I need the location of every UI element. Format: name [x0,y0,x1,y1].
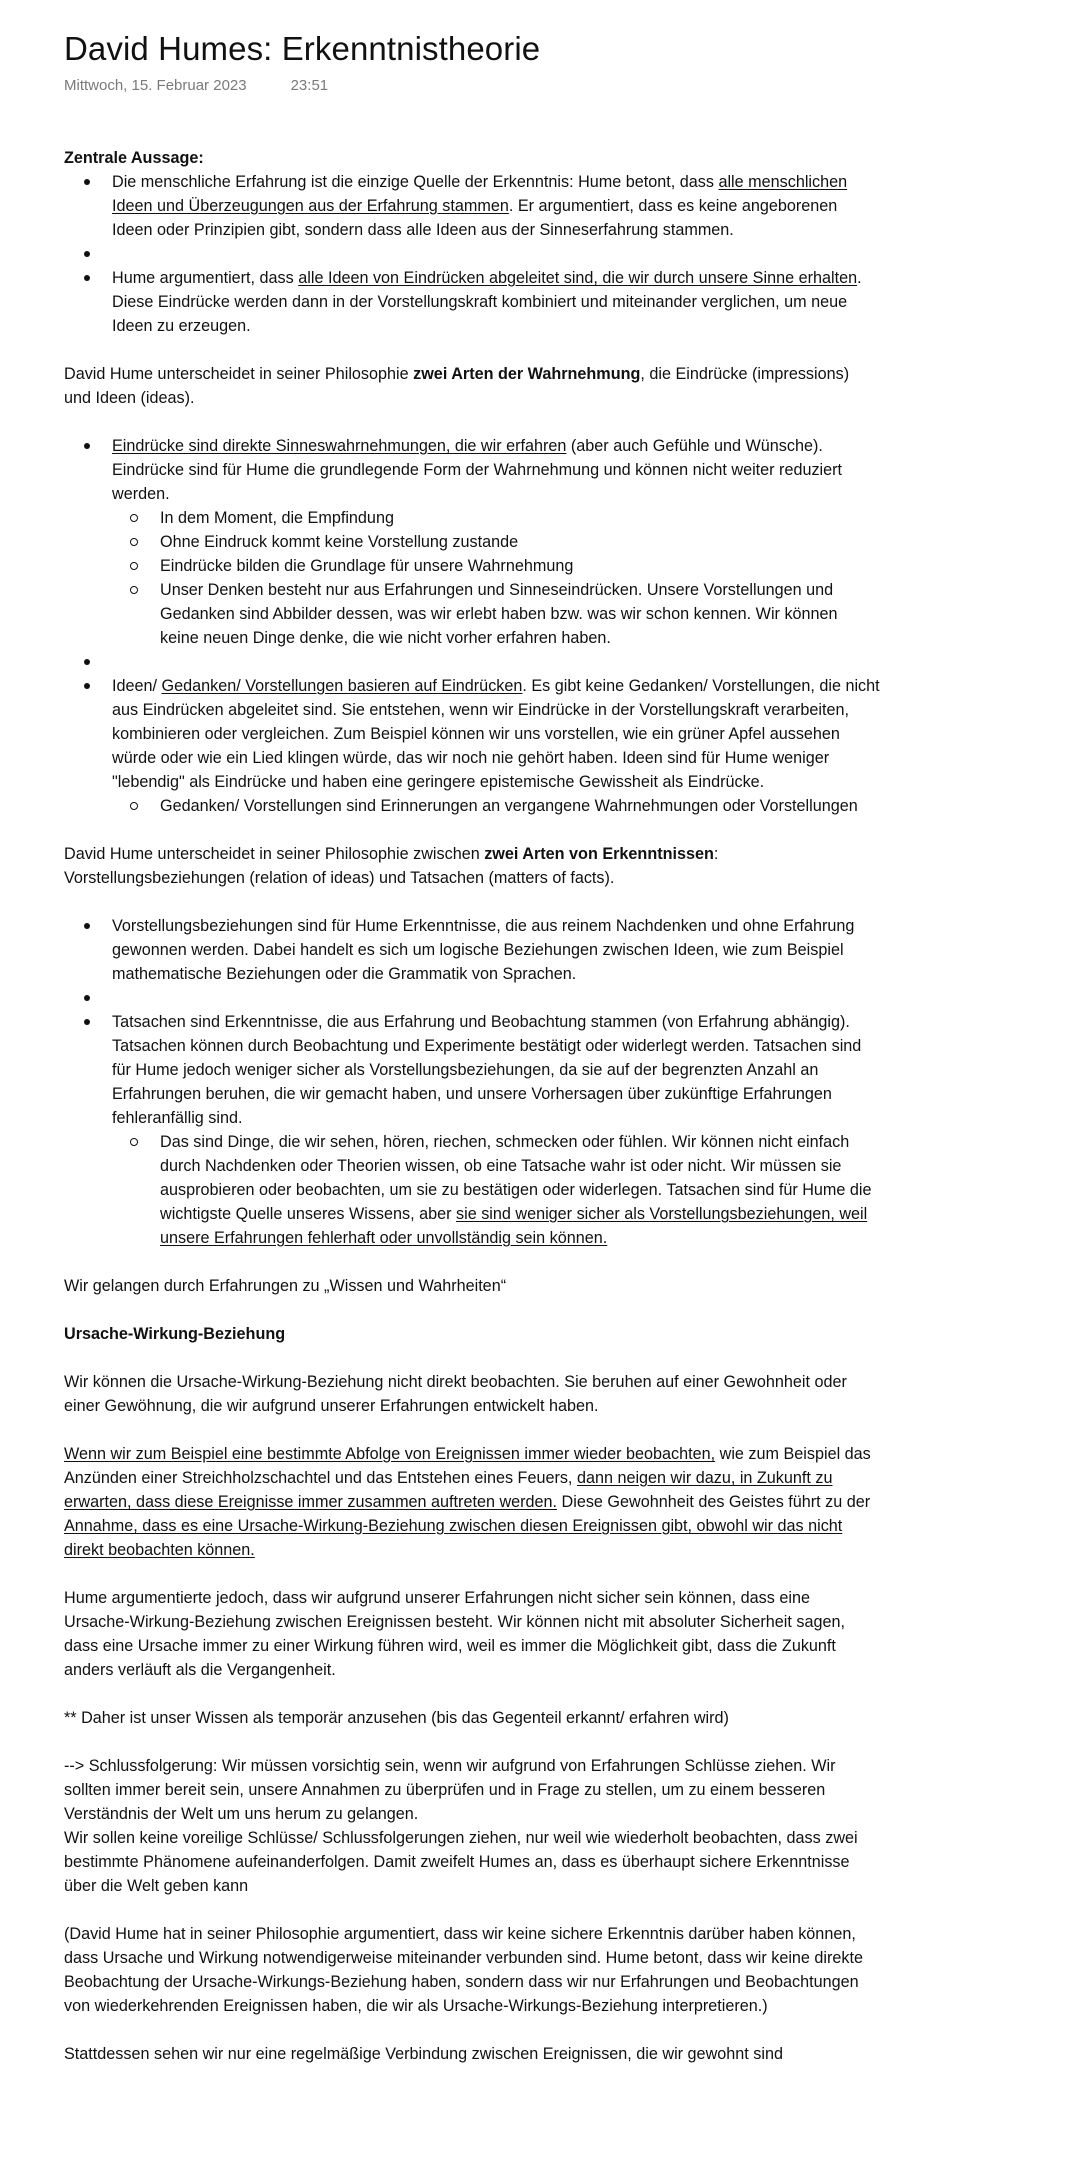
list-item: Die menschliche Erfahrung ist die einzige Quelle der Erkenntnis: Hume betont, dass alle menschlichen Ideen und Überzeugungen aus der Erfahrung stammen. Er argumentiert, dass es keine angeborenen Ideen oder Prinzipien gibt, sondern dass alle Ideen aus der Sinneserfahrung stammen. [64,170,880,242]
wahrnehmung-list [64,434,880,818]
sub-list-item: Unser Denken besteht nur aus Erfahrungen und Sinneseindrücken. Unsere Vorstellungen und Gedanken sind Abbilder dessen, was wir erlebt haben bzw. was wir schon kennen. Wir können keine neuen Dinge denke, die wie nicht vorher erfahren haben. [112,578,880,650]
spacer [64,986,880,1010]
sub-list-item: Eindrücke bilden die Grundlage für unsere Wahrnehmung [112,554,880,578]
sub-list-item: Ohne Eindruck kommt keine Vorstellung zustande [112,530,880,554]
erkenntnisse-list [64,914,880,1250]
sub-list-item: Gedanken/ Vorstellungen sind Erinnerungen an vergangene Wahrnehmungen oder Vorstellungen [112,794,880,818]
paragraph: Stattdessen sehen wir nur eine regelmäßige Verbindung zwischen Ereignissen, die wir gewohnt sind [64,2045,783,2063]
note-time: 23:51 [290,77,329,94]
list-item: Vorstellungsbeziehungen sind für Hume Erkenntnisse, die aus reinem Nachdenken und ohne Erfahrung gewonnen werden. Dabei handelt es sich um logische Beziehungen zwischen Ideen, wie zum Beispiel mathematische Beziehungen oder die Grammatik von Sprachen. [64,914,880,986]
paragraph: (David Hume hat in seiner Philosophie argumentiert, dass wir keine sichere Erkenntnis darüber haben können, dass Ursache und Wirkung notwendigerweise miteinander verbunden sind. Hume betont, dass wir keine direkte Beobachtung der Ursache-Wirkungs-Beziehung haben, sondern dass wir nur Erfahrungen und Beobachtungen von wiederkehrenden Ereignissen haben, die wir als Ursache-Wirkungs-Beziehung interpretieren.) [64,1925,864,2015]
paragraph: David Hume unterscheidet in seiner Philosophie zwischen zwei Arten von Erkenntnissen: Vorstellungsbeziehungen (relation of ideas) und Tatsachen (matters of facts). [64,845,719,887]
heading-ursache-wirkung: Ursache-Wirkung-Beziehung [64,1325,286,1343]
sub-list [112,794,880,818]
paragraph: Wir sollen keine voreilige Schlüsse/ Schlussfolgerungen ziehen, nur weil wie wiederholt beobachten, dass zwei bestimmte Phänomene aufeinanderfolgen. Damit zweifelt Humes an, dass es überhaupt sichere Erkenntnisse über die Welt geben kann [64,1829,858,1895]
note-content [64,146,880,2066]
note-timestamp [64,76,880,96]
sub-list-item: Das sind Dinge, die wir sehen, hören, riechen, schmecken oder fühlen. Wir können nicht einfach durch Nachdenken oder Theorien wissen, ob eine Tatsache wahr ist oder nicht. Wir müssen sie ausprobieren oder beobachten, um sie zu bestätigen oder widerlegen. Tatsachen sind für Hume die wichtigste Quelle unseres Wissens, aber sie sind weniger sicher als Vorstellungsbeziehungen, weil unsere Erfahrungen fehlerhaft oder unvollständig sein können. [112,1130,880,1250]
paragraph: David Hume unterscheidet in seiner Philosophie zwei Arten der Wahrnehmung, die Eindrücke (impressions) und Ideen (ideas). [64,365,850,407]
paragraph: Wir gelangen durch Erfahrungen zu „Wissen und Wahrheiten“ [64,1277,507,1295]
sub-list [112,506,880,650]
paragraph: Wir können die Ursache-Wirkung-Beziehung nicht direkt beobachten. Sie beruhen auf einer Gewohnheit oder einer Gewöhnung, die wir aufgrund unserer Erfahrungen entwickelt haben. [64,1373,847,1415]
page-title: David Humes: Erkenntnistheorie [64,30,541,67]
paragraph: Hume argumentierte jedoch, dass wir aufgrund unserer Erfahrungen nicht sicher sein können, dass eine Ursache-Wirkung-Beziehung zwischen Ereignissen besteht. Wir können nicht mit absoluter Sicherheit sagen, dass eine Ursache immer zu einer Wirkung führen wird, weil es immer die Möglichkeit gibt, dass die Zukunft anders verläuft als die Vergangenheit. [64,1589,845,1679]
list-item: Eindrücke sind direkte Sinneswahrnehmungen, die wir erfahren (aber auch Gefühle und Wünsche). Eindrücke sind für Hume die grundlegende Form der Wahrnehmung und können nicht weiter reduziert werden. In dem Moment, die Empfindung Ohne Eindruck kommt keine Vorstellung zustande Eindrücke bilden die Grundlage für unsere Wahrnehmung Unser Denken besteht nur aus Erfahrungen und Sinneseindrücken. Unsere Vorstellungen und Gedanken sind Abbilder dessen, was wir erlebt haben bzw. was wir schon kennen. Wir können keine neuen Dinge denke, die wie nicht vorher erfahren haben. [64,434,880,650]
sub-list-item: In dem Moment, die Empfindung [112,506,880,530]
spacer [64,242,880,266]
sub-list [112,1130,880,1250]
spacer [64,650,880,674]
heading-zentrale-aussage: Zentrale Aussage: [64,149,204,167]
note-date: Mittwoch, 15. Februar 2023 [64,77,247,94]
paragraph: Wenn wir zum Beispiel eine bestimmte Abfolge von Ereignissen immer wieder beobachten, wie zum Beispiel das Anzünden einer Streichholzschachtel und das Entstehen eines Feuers, dann neigen wir dazu, in Zukunft zu erwarten, dass diese Ereignisse immer zusammen auftreten werden. Diese Gewohnheit des Geistes führt zu der Annahme, dass es eine Ursache-Wirkung-Beziehung zwischen diesen Ereignissen gibt, obwohl wir das nicht direkt beobachten können. [64,1445,871,1559]
list-item: Hume argumentiert, dass alle Ideen von Eindrücken abgeleitet sind, die wir durch unsere Sinne erhalten. Diese Eindrücke werden dann in der Vorstellungskraft kombiniert und miteinander verglichen, um neue Ideen zu erzeugen. [64,266,880,338]
list-item: Tatsachen sind Erkenntnisse, die aus Erfahrung und Beobachtung stammen (von Erfahrung abhängig). Tatsachen können durch Beobachtung und Experimente bestätigt oder widerlegt werden. Tatsachen sind für Hume jedoch weniger sicher als Vorstellungsbeziehungen, da sie auf der begrenzten Anzahl an Erfahrungen beruhen, die wir gemacht haben, und unsere Vorhersagen über zukünftige Erfahrungen fehleranfällig sind. Das sind Dinge, die wir sehen, hören, riechen, schmecken oder fühlen. Wir können nicht einfach durch Nachdenken oder Theorien wissen, ob eine Tatsache wahr ist oder nicht. Wir müssen sie ausprobieren oder beobachten, um sie zu bestätigen oder widerlegen. Tatsachen sind für Hume die wichtigste Quelle unseres Wissens, aber sie sind weniger sicher als Vorstellungsbeziehungen, weil unsere Erfahrungen fehlerhaft oder unvollständig sein können. [64,1010,880,1250]
paragraph: --> Schlussfolgerung: Wir müssen vorsichtig sein, wenn wir aufgrund von Erfahrungen Schlüsse ziehen. Wir sollten immer bereit sein, unsere Annahmen zu überprüfen und in Frage zu stellen, um zu einem besseren Verständnis der Welt um uns herum zu gelangen. [64,1757,836,1823]
paragraph: ** Daher ist unser Wissen als temporär anzusehen (bis das Gegenteil erkannt/ erfahren wird) [64,1709,729,1727]
note-page [64,24,880,2066]
zentral-list [64,170,880,338]
list-item: Ideen/ Gedanken/ Vorstellungen basieren auf Eindrücken. Es gibt keine Gedanken/ Vorstellungen, die nicht aus Eindrücken abgeleitet sind. Sie entstehen, wenn wir Eindrücke in der Vorstellungskraft verarbeiten, kombinieren oder vergleichen. Zum Beispiel können wir uns vorstellen, wie ein grüner Apfel aussehen würde oder wie ein Lied klingen würde, das wir noch nie gehört haben. Ideen sind für Hume weniger "lebendig" als Eindrücke und haben eine geringere epistemische Gewissheit als Eindrücke. Gedanken/ Vorstellungen sind Erinnerungen an vergangene Wahrnehmungen oder Vorstellungen [64,674,880,818]
